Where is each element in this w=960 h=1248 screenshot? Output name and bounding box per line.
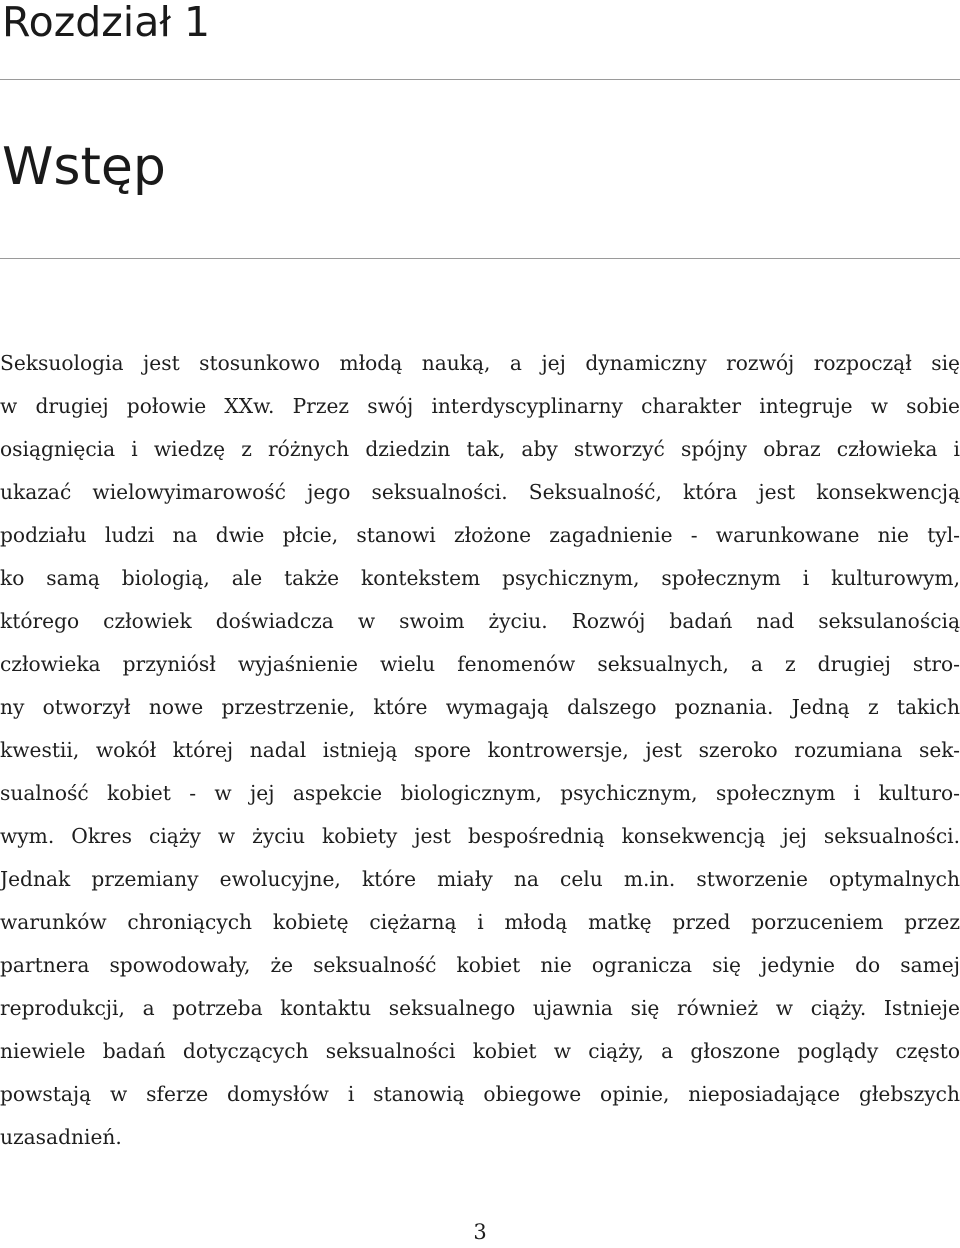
- paragraph-line: powstają w sferze domysłów i stanowią obiegowe opinie, nieposiadające głebszych: [0, 1082, 960, 1106]
- chapter-title: Wstęp: [2, 137, 166, 197]
- paragraph-line: którego człowiek doświadcza w swoim życiu. Rozwój badań nad seksulanością: [0, 609, 960, 633]
- body-paragraph: [0, 342, 960, 1159]
- chapter-divider-bottom: [0, 258, 960, 259]
- paragraph-line: kwestii, wokół której nadal istnieją spore kontrowersje, jest szeroko rozumiana sek-: [0, 738, 960, 762]
- paragraph-line: reprodukcji, a potrzeba kontaktu seksualnego ujawnia się również w ciąży. Istnieje: [0, 996, 960, 1020]
- paragraph-line: osiągnięcia i wiedzę z różnych dziedzin tak, aby stworzyć spójny obraz człowieka i: [0, 437, 960, 461]
- chapter-label: Rozdział 1: [2, 0, 211, 46]
- paragraph-line: ko samą biologią, ale także kontekstem psychicznym, społecznym i kulturowym,: [0, 566, 960, 590]
- paragraph-line: ukazać wielowyimarowość jego seksualności. Seksualność, która jest konsekwencją: [0, 480, 960, 504]
- paragraph-line: w drugiej połowie XXw. Przez swój interdyscyplinarny charakter integruje w sobie: [0, 394, 960, 418]
- paragraph-line: warunków chroniących kobietę ciężarną i młodą matkę przed porzuceniem przez: [0, 910, 960, 934]
- paragraph-line: człowieka przyniósł wyjaśnienie wielu fenomenów seksualnych, a z drugiej stro-: [0, 652, 960, 676]
- paragraph-line: wym. Okres ciąży w życiu kobiety jest bespośrednią konsekwencją jej seksualności.: [0, 824, 960, 848]
- paragraph-line: niewiele badań dotyczących seksualności kobiet w ciąży, a głoszone poglądy często: [0, 1039, 960, 1063]
- paragraph-line: uzasadnień.: [0, 1125, 122, 1149]
- paragraph-line: partnera spowodowały, że seksualność kobiet nie ogranicza się jedynie do samej: [0, 953, 960, 977]
- paragraph-line: ny otworzył nowe przestrzenie, które wymagają dalszego poznania. Jedną z takich: [0, 695, 960, 719]
- paragraph-line: Jednak przemiany ewolucyjne, które miały na celu m.in. stworzenie optymalnych: [0, 867, 960, 891]
- paragraph-line: Seksuologia jest stosunkowo młodą nauką, a jej dynamiczny rozwój rozpoczął się: [0, 351, 960, 375]
- paragraph-line: sualność kobiet - w jej aspekcie biologicznym, psychicznym, społecznym i kulturo-: [0, 781, 960, 805]
- paragraph-line: podziału ludzi na dwie płcie, stanowi złożone zagadnienie - warunkowane nie tyl-: [0, 523, 960, 547]
- page-number: 3: [473, 1220, 487, 1244]
- chapter-divider-top: [0, 79, 960, 80]
